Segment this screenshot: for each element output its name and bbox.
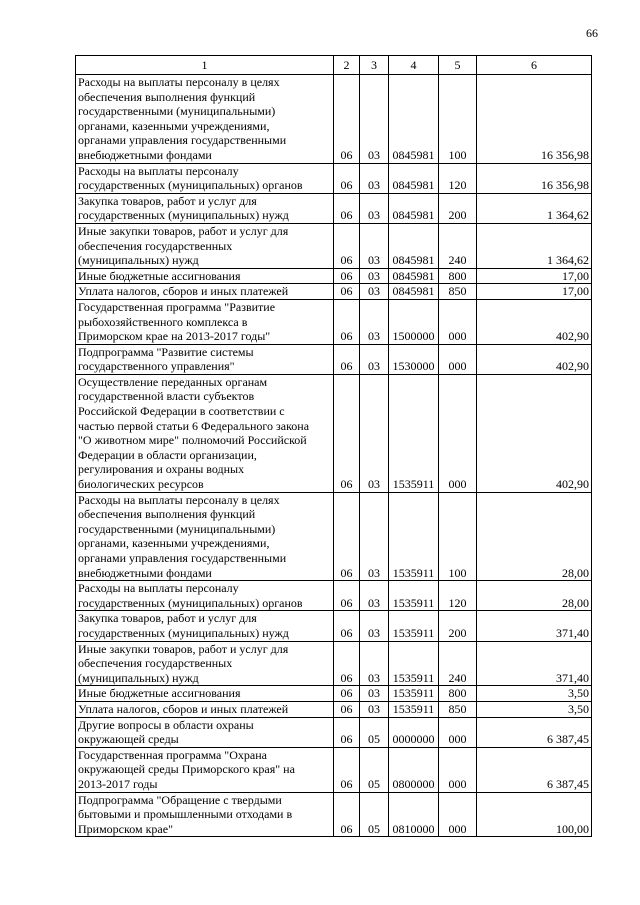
header-col-2: 2 bbox=[334, 56, 360, 75]
item-name: Расходы на выплаты персоналу в целях обеспечения выполнения функций государственными (муниципальными) органами, казенными учреждениями, органами управления государственными внебюджетными фондами bbox=[76, 75, 334, 164]
amount: 402,90 bbox=[477, 299, 592, 344]
section-code: 06 bbox=[334, 75, 360, 164]
expense-type-code: 240 bbox=[439, 223, 477, 268]
subsection-code: 05 bbox=[360, 717, 389, 747]
target-article-code: 0845981 bbox=[389, 284, 439, 300]
table-row bbox=[76, 193, 592, 223]
target-article-code: 0000000 bbox=[389, 717, 439, 747]
expense-type-code: 850 bbox=[439, 284, 477, 300]
section-code: 06 bbox=[334, 792, 360, 837]
header-col-5: 5 bbox=[439, 56, 477, 75]
amount: 17,00 bbox=[477, 268, 592, 284]
section-code: 06 bbox=[334, 223, 360, 268]
item-name: Осуществление переданных органам государственной власти субъектов Российской Федерации в соответствии с частью первой статьи 6 Федерального закона "О животном мире" полномочий Российской Федерации в области организации, регулирования и охраны водных биологических ресурсов bbox=[76, 374, 334, 492]
item-name: Закупка товаров, работ и услуг для государственных (муниципальных) нужд bbox=[76, 611, 334, 641]
subsection-code: 03 bbox=[360, 581, 389, 611]
subsection-code: 03 bbox=[360, 268, 389, 284]
target-article-code: 0800000 bbox=[389, 747, 439, 792]
amount: 371,40 bbox=[477, 611, 592, 641]
amount: 16 356,98 bbox=[477, 75, 592, 164]
table-row bbox=[76, 581, 592, 611]
target-article-code: 1535911 bbox=[389, 701, 439, 717]
expense-type-code: 120 bbox=[439, 581, 477, 611]
table-row bbox=[76, 792, 592, 837]
section-code: 06 bbox=[334, 747, 360, 792]
table-row bbox=[76, 701, 592, 717]
item-name: Подпрограмма "Обращение с твердыми бытовыми и промышленными отходами в Приморском крае" bbox=[76, 792, 334, 837]
item-name: Уплата налогов, сборов и иных платежей bbox=[76, 701, 334, 717]
table-row bbox=[76, 344, 592, 374]
target-article-code: 1535911 bbox=[389, 641, 439, 686]
expense-type-code: 000 bbox=[439, 792, 477, 837]
item-name: Уплата налогов, сборов и иных платежей bbox=[76, 284, 334, 300]
section-code: 06 bbox=[334, 268, 360, 284]
target-article-code: 1535911 bbox=[389, 492, 439, 581]
header-col-1: 1 bbox=[76, 56, 334, 75]
target-article-code: 0845981 bbox=[389, 163, 439, 193]
expense-type-code: 120 bbox=[439, 163, 477, 193]
item-name: Другие вопросы в области охраны окружающей среды bbox=[76, 717, 334, 747]
expense-type-code: 000 bbox=[439, 374, 477, 492]
amount: 402,90 bbox=[477, 374, 592, 492]
subsection-code: 03 bbox=[360, 686, 389, 702]
table-row bbox=[76, 611, 592, 641]
expense-type-code: 000 bbox=[439, 344, 477, 374]
table-row bbox=[76, 163, 592, 193]
subsection-code: 03 bbox=[360, 223, 389, 268]
table-row bbox=[76, 284, 592, 300]
table-row bbox=[76, 268, 592, 284]
expense-type-code: 200 bbox=[439, 193, 477, 223]
subsection-code: 05 bbox=[360, 747, 389, 792]
subsection-code: 03 bbox=[360, 75, 389, 164]
header-row bbox=[76, 56, 592, 75]
header-col-3: 3 bbox=[360, 56, 389, 75]
subsection-code: 03 bbox=[360, 611, 389, 641]
table-row bbox=[76, 641, 592, 686]
section-code: 06 bbox=[334, 163, 360, 193]
table-row bbox=[76, 747, 592, 792]
table-row bbox=[76, 374, 592, 492]
amount: 1 364,62 bbox=[477, 193, 592, 223]
table-row bbox=[76, 717, 592, 747]
subsection-code: 03 bbox=[360, 163, 389, 193]
table-row bbox=[76, 223, 592, 268]
subsection-code: 03 bbox=[360, 492, 389, 581]
table-row bbox=[76, 299, 592, 344]
item-name: Расходы на выплаты персоналу государственных (муниципальных) органов bbox=[76, 163, 334, 193]
amount: 6 387,45 bbox=[477, 747, 592, 792]
amount: 17,00 bbox=[477, 284, 592, 300]
table-row bbox=[76, 686, 592, 702]
section-code: 06 bbox=[334, 193, 360, 223]
item-name: Закупка товаров, работ и услуг для государственных (муниципальных) нужд bbox=[76, 193, 334, 223]
subsection-code: 03 bbox=[360, 374, 389, 492]
item-name: Государственная программа "Развитие рыбохозяйственного комплекса в Приморском крае на 2013-2017 годы" bbox=[76, 299, 334, 344]
section-code: 06 bbox=[334, 686, 360, 702]
section-code: 06 bbox=[334, 701, 360, 717]
expense-type-code: 000 bbox=[439, 299, 477, 344]
amount: 1 364,62 bbox=[477, 223, 592, 268]
table-row bbox=[76, 492, 592, 581]
target-article-code: 0845981 bbox=[389, 75, 439, 164]
amount: 28,00 bbox=[477, 492, 592, 581]
item-name: Подпрограмма "Развитие системы государственного управления" bbox=[76, 344, 334, 374]
expense-type-code: 100 bbox=[439, 492, 477, 581]
item-name: Расходы на выплаты персоналу в целях обеспечения выполнения функций государственными (муниципальными) органами, казенными учреждениями, органами управления государственными внебюджетными фондами bbox=[76, 492, 334, 581]
target-article-code: 0845981 bbox=[389, 223, 439, 268]
target-article-code: 1535911 bbox=[389, 611, 439, 641]
expense-type-code: 200 bbox=[439, 611, 477, 641]
expense-type-code: 800 bbox=[439, 268, 477, 284]
subsection-code: 03 bbox=[360, 701, 389, 717]
amount: 402,90 bbox=[477, 344, 592, 374]
expense-type-code: 800 bbox=[439, 686, 477, 702]
amount: 6 387,45 bbox=[477, 717, 592, 747]
header-col-6: 6 bbox=[477, 56, 592, 75]
target-article-code: 1535911 bbox=[389, 581, 439, 611]
section-code: 06 bbox=[334, 717, 360, 747]
section-code: 06 bbox=[334, 581, 360, 611]
expense-type-code: 240 bbox=[439, 641, 477, 686]
item-name: Иные бюджетные ассигнования bbox=[76, 686, 334, 702]
target-article-code: 1500000 bbox=[389, 299, 439, 344]
amount: 100,00 bbox=[477, 792, 592, 837]
section-code: 06 bbox=[334, 284, 360, 300]
amount: 371,40 bbox=[477, 641, 592, 686]
table-row bbox=[76, 75, 592, 164]
section-code: 06 bbox=[334, 374, 360, 492]
subsection-code: 03 bbox=[360, 284, 389, 300]
amount: 28,00 bbox=[477, 581, 592, 611]
subsection-code: 05 bbox=[360, 792, 389, 837]
target-article-code: 1535911 bbox=[389, 686, 439, 702]
amount: 16 356,98 bbox=[477, 163, 592, 193]
item-name: Иные закупки товаров, работ и услуг для обеспечения государственных (муниципальных) нужд bbox=[76, 223, 334, 268]
expense-type-code: 000 bbox=[439, 747, 477, 792]
budget-table bbox=[75, 55, 592, 837]
subsection-code: 03 bbox=[360, 193, 389, 223]
amount: 3,50 bbox=[477, 701, 592, 717]
subsection-code: 03 bbox=[360, 299, 389, 344]
subsection-code: 03 bbox=[360, 641, 389, 686]
header-col-4: 4 bbox=[389, 56, 439, 75]
item-name: Расходы на выплаты персоналу государственных (муниципальных) органов bbox=[76, 581, 334, 611]
item-name: Иные бюджетные ассигнования bbox=[76, 268, 334, 284]
expense-type-code: 100 bbox=[439, 75, 477, 164]
target-article-code: 0810000 bbox=[389, 792, 439, 837]
section-code: 06 bbox=[334, 641, 360, 686]
expense-type-code: 850 bbox=[439, 701, 477, 717]
target-article-code: 0845981 bbox=[389, 268, 439, 284]
table-body bbox=[76, 75, 592, 837]
section-code: 06 bbox=[334, 299, 360, 344]
section-code: 06 bbox=[334, 344, 360, 374]
section-code: 06 bbox=[334, 492, 360, 581]
expense-type-code: 000 bbox=[439, 717, 477, 747]
page-number: 66 bbox=[586, 26, 598, 40]
item-name: Иные закупки товаров, работ и услуг для обеспечения государственных (муниципальных) нужд bbox=[76, 641, 334, 686]
item-name: Государственная программа "Охрана окружающей среды Приморского края" на 2013-2017 годы bbox=[76, 747, 334, 792]
target-article-code: 1535911 bbox=[389, 374, 439, 492]
target-article-code: 1530000 bbox=[389, 344, 439, 374]
target-article-code: 0845981 bbox=[389, 193, 439, 223]
amount: 3,50 bbox=[477, 686, 592, 702]
subsection-code: 03 bbox=[360, 344, 389, 374]
section-code: 06 bbox=[334, 611, 360, 641]
